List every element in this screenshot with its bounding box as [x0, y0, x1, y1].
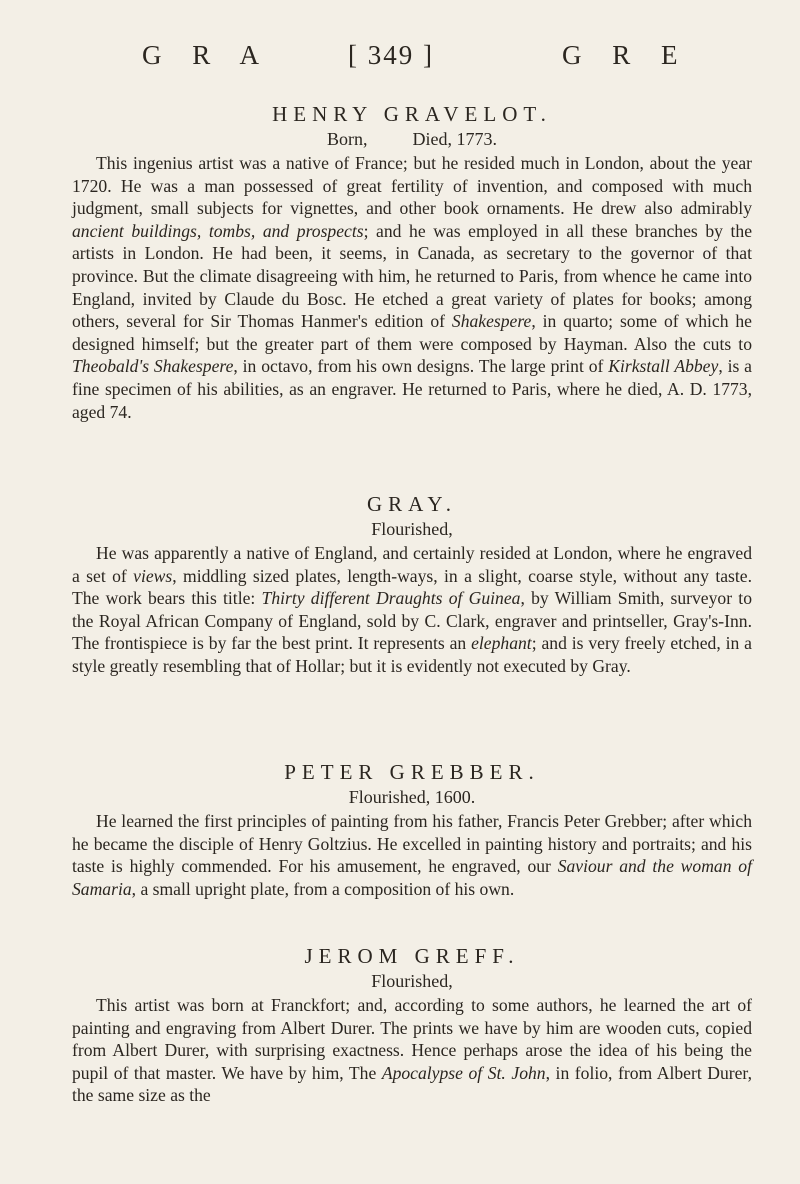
entry-dates: Flourished, 1600.: [348, 787, 476, 807]
entry-text: This artist was born at Franckfort; and, according to some authors, he learned the art of painting and engraving from Albert Durer. The prints we have by him are wooden cuts, copied from Albert Durer, with surprising exactness. Hence perhaps arose the idea of his being the pupil of that master. We have by him, The Apocalypse of St. John, in folio, from Albert Durer, the same size as the: [72, 995, 752, 1106]
running-head: [46, 40, 758, 80]
entry-dates: Flourished,: [371, 971, 453, 991]
entry-title: HENRY GRAVELOT.: [272, 102, 552, 126]
entry-title: PETER GREBBER.: [284, 760, 540, 784]
entry-dates: Flourished,: [371, 519, 453, 539]
running-head-left: G R A: [142, 40, 272, 70]
entry-grebber: [72, 760, 752, 900]
entry-gray: [72, 492, 752, 678]
page: [46, 0, 758, 1184]
entry-greff: [72, 944, 752, 1107]
entry-title: JEROM GREFF.: [304, 944, 520, 968]
entry-title: GRAY.: [366, 492, 458, 516]
entry-gravelot: [72, 102, 752, 423]
entry-text: He was apparently a native of England, and certainly resided at London, where he engraved a set of views, middling sized plates, length-ways, in a slight, coarse style, without any taste. The work bears this title: Thirty different Draughts of Guinea, by William Smith, surveyor to the Royal African Company of England, sold by C. Clark, engraver and printseller, Gray's-Inn. The frontispiece is by far the best print. It represents an elephant; and is very freely etched, in a style greatly resembling that of Hollar; but it is evidently not executed by Gray.: [72, 543, 752, 676]
running-head-right: G R E: [562, 40, 690, 70]
entry-dates: Born, Died, 1773.: [327, 129, 497, 149]
entry-text: He learned the first principles of painting from his father, Francis Peter Grebber; after which he became the disciple of Henry Goltzius. He excelled in painting history and portraits; and his taste is highly commended. For his amusement, he engraved, our Saviour and the woman of Samaria, a small upright plate, from a composition of his own.: [72, 811, 752, 899]
page-number: [ 349 ]: [348, 40, 434, 70]
entry-text: This ingenius artist was a native of France; but he resided much in London, about the year 1720. He was a man possessed of great fertility of invention, and composed with much judgment, small subjects for vignettes, and other book ornaments. He drew also admirably ancient buildings, tombs, and prospects; and he was employed in all these branches by the artists in London. He had been, it seems, in Canada, as secretary to the governor of that province. But the climate disagreeing with him, he returned to Paris, from whence he came into England, invited by Claude du Bosc. He etched a great variety of plates for books; among others, several for Sir Thomas Hanmer's edition of Shakespere, in quarto; some of which he designed himself; but the greater part of them were composed by Hayman. Also the cuts to Theobald's Shakespere, in octavo, from his own designs. The large print of Kirkstall Abbey, is a fine specimen of his abilities, as an engraver. He returned to Paris, where he died, A. D. 1773, aged 74.: [72, 153, 752, 422]
